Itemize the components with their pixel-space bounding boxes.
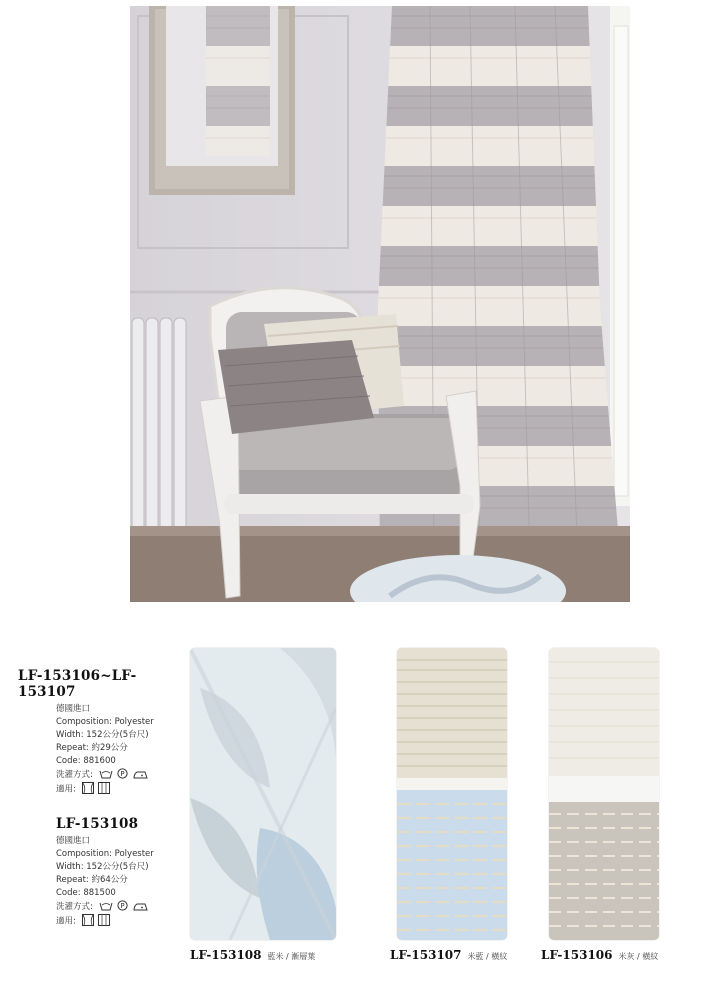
spec-origin-1: 德國進口 (56, 704, 91, 714)
curtain-icon (82, 782, 94, 794)
swatch-lf-153106 (549, 648, 659, 940)
svg-text:P: P (120, 770, 125, 779)
iron-icon (133, 901, 148, 911)
wash-label-1: 洗濯方式: (56, 770, 93, 780)
use-icons-1 (82, 782, 113, 796)
care-icons-2 (99, 900, 150, 913)
spec-block-2 (18, 816, 188, 928)
caption-desc-3: 米灰 / 橫紋 (618, 952, 659, 961)
spec-wash-row-2 (18, 900, 188, 914)
spec-composition-2: Composition: Polyester (56, 849, 154, 859)
use-icons-2 (82, 914, 113, 928)
care-icons-1 (99, 768, 150, 781)
spec-composition-1: Composition: Polyester (56, 717, 154, 727)
dry-clean-p-icon (117, 768, 128, 779)
sheer-curtain-icon (98, 914, 110, 926)
room-photo-illustration (130, 6, 630, 602)
cream-grey-stripe-swatch (549, 648, 659, 940)
spec-repeat-2: Repeat: 約64公分 (56, 875, 128, 885)
spec-use-row-1 (18, 782, 188, 796)
spec-code-line-2: Code: 881500 (56, 888, 116, 898)
caption-lf-153106 (541, 944, 658, 963)
hand-wash-icon (99, 901, 113, 911)
hand-wash-icon (99, 769, 113, 779)
caption-desc-1: 藍米 / 漸層葉 (267, 952, 316, 961)
caption-code-2: LF-153107 (390, 948, 462, 962)
caption-desc-2: 米藍 / 橫紋 (467, 952, 508, 961)
sheer-curtain-icon (98, 782, 110, 794)
beige-blue-stripe-swatch (397, 648, 507, 940)
spec-origin-2: 德國進口 (56, 836, 91, 846)
dry-clean-p-icon (117, 900, 128, 911)
spec-wash-row-1 (18, 768, 188, 782)
leaf-fabric-swatch (190, 648, 336, 940)
use-label-2: 適用: (56, 916, 76, 927)
caption-lf-153108 (190, 944, 315, 963)
spec-code-1: LF-153106~LF-153107 (18, 668, 137, 700)
curtain-icon (82, 914, 94, 926)
room-photo (130, 6, 630, 602)
svg-text:P: P (120, 902, 125, 911)
spec-code-line-1: Code: 881600 (56, 756, 116, 766)
caption-code-1: LF-153108 (190, 948, 262, 962)
spec-width-1: Width: 152公分(5台尺) (56, 730, 149, 740)
use-label-1: 適用: (56, 784, 76, 795)
wash-label-2: 洗濯方式: (56, 902, 93, 912)
iron-icon (133, 769, 148, 779)
caption-lf-153107 (390, 944, 507, 963)
spec-use-row-2 (18, 914, 188, 928)
swatch-lf-153107 (397, 648, 507, 940)
caption-code-3: LF-153106 (541, 948, 613, 962)
spec-width-2: Width: 152公分(5台尺) (56, 862, 149, 872)
swatch-lf-153108 (190, 648, 336, 940)
spec-repeat-1: Repeat: 約29公分 (56, 743, 128, 753)
spec-block-1 (18, 668, 188, 796)
spec-code-2: LF-153108 (56, 816, 139, 832)
